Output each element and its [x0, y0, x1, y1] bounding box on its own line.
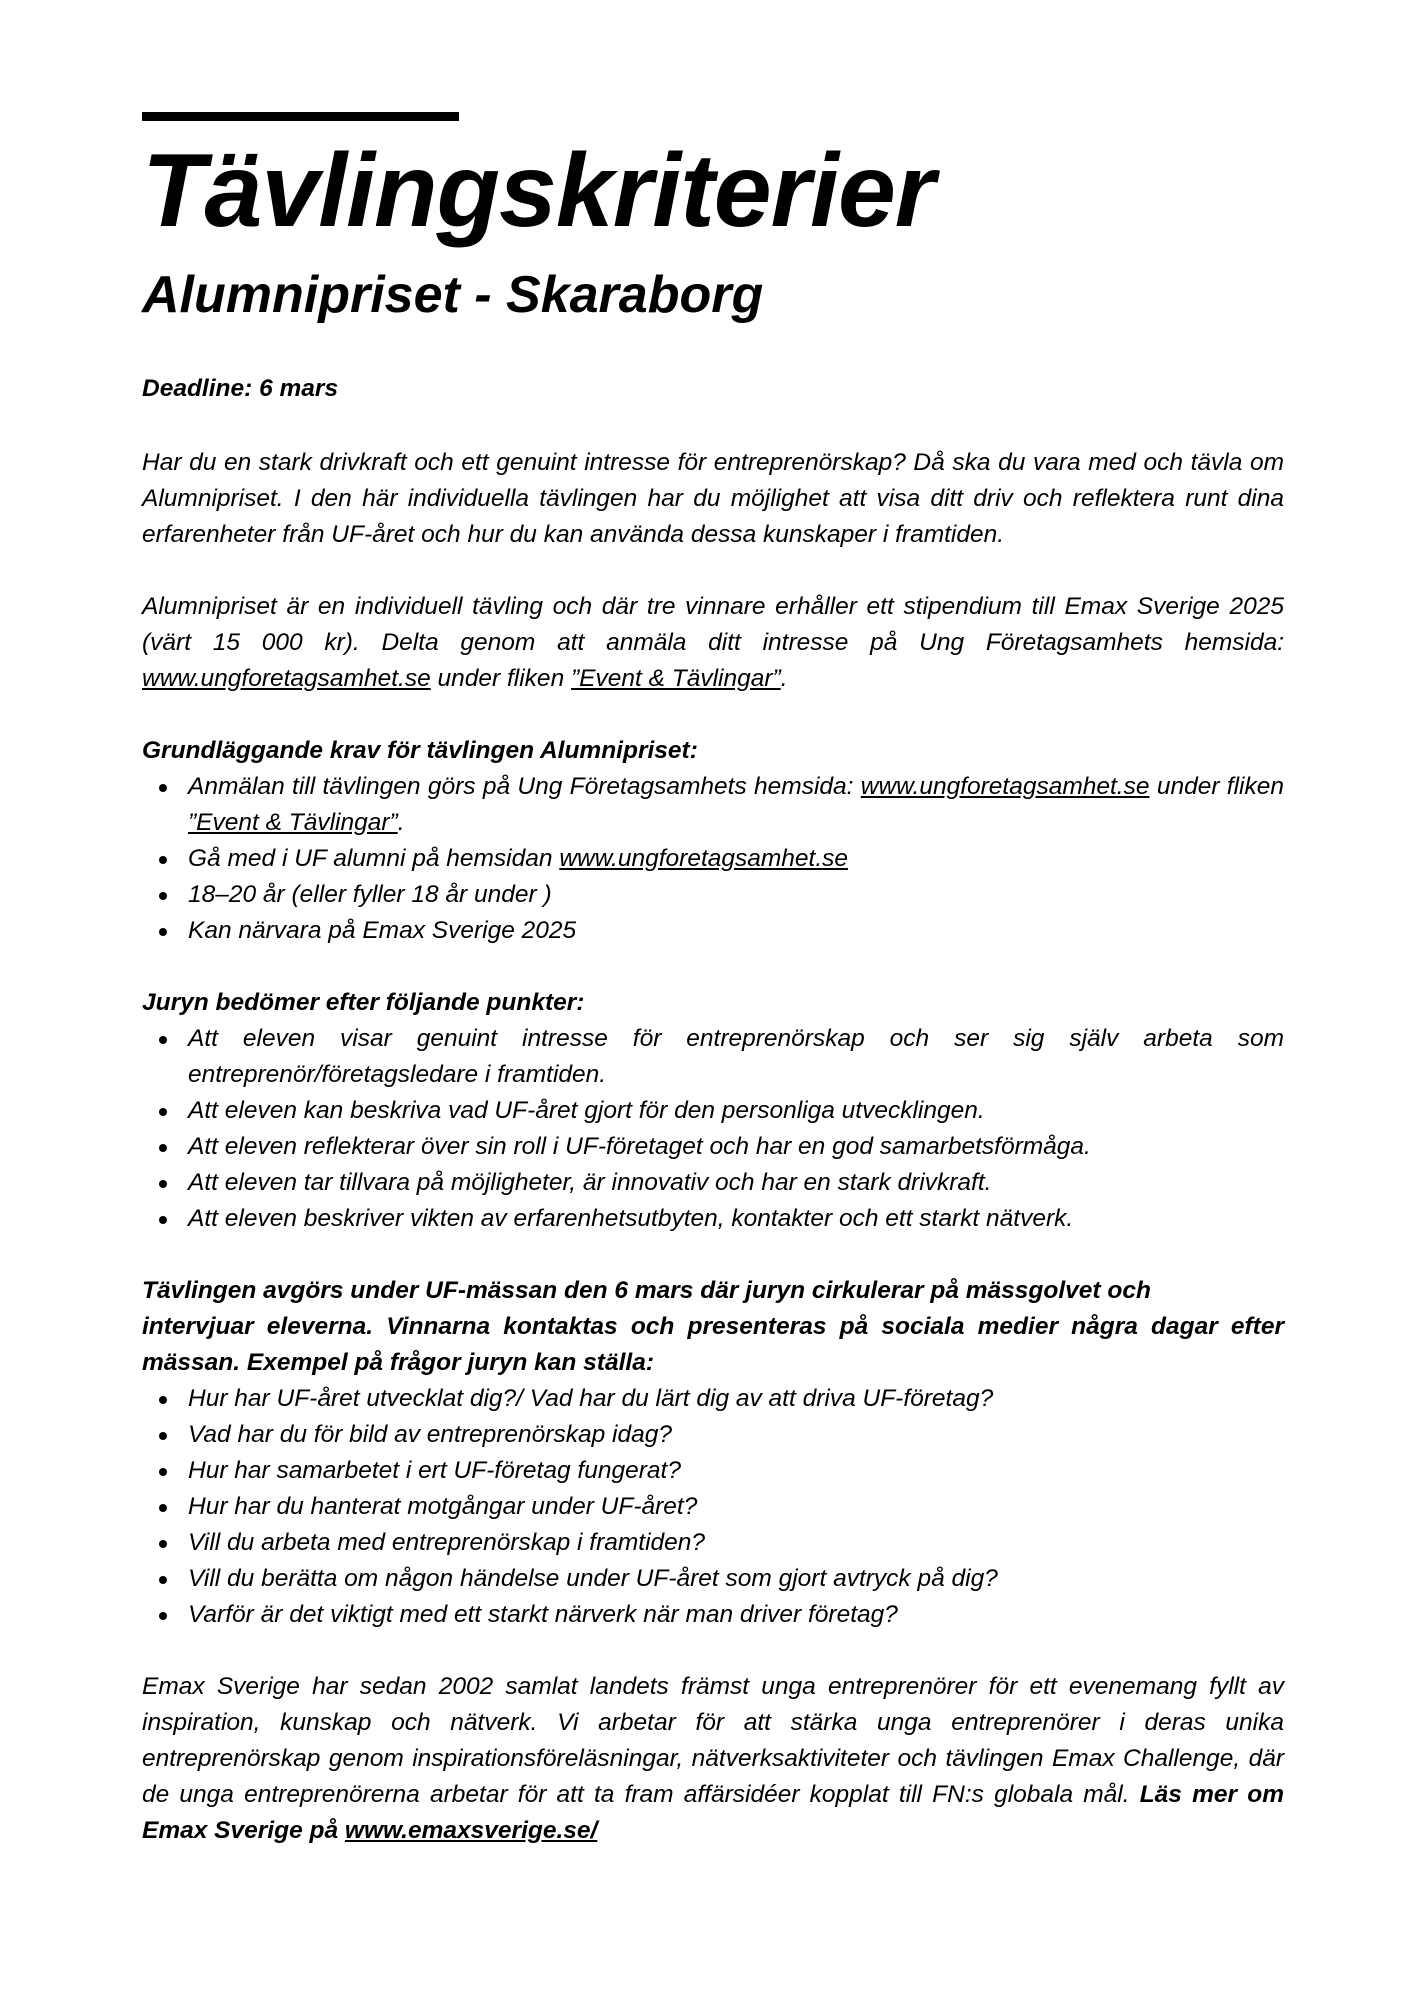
emaxsverige-link[interactable]: www.emaxsverige.se/: [344, 1817, 598, 1844]
questions-list: [142, 1381, 1284, 1633]
document-page: [142, 112, 1284, 1849]
page-title: Tävlingskriterier: [142, 133, 935, 249]
jury-item: Att eleven beskriver vikten av erfarenhetsutbyten, kontakter och ett starkt nätverk.: [188, 1201, 1284, 1237]
question-item: Hur har du hanterat motgångar under UF-året?: [188, 1489, 1284, 1525]
participation-end: .: [780, 665, 788, 692]
jury-item: Att eleven visar genuint intresse för entreprenörskap och ser sig själv arbeta som entreprenör/företagsledare i framtiden.: [188, 1021, 1284, 1093]
jury-item: Att eleven kan beskriva vad UF-året gjort för den personliga utvecklingen.: [188, 1093, 1284, 1129]
requirement-text: Gå med i UF alumni på hemsidan: [188, 845, 560, 872]
participation-text: Alumnipriset är en individuell tävling och där tre vinnare erhåller ett stipendium till Emax Sverige 2025 (värt 15 000 kr). Delta genom att anmäla ditt intresse på Ung Företagsamhets hemsida:: [142, 593, 1284, 656]
title-rule: [142, 112, 459, 121]
requirement-text: under fliken: [1149, 773, 1284, 800]
question-item: Hur har UF-året utvecklat dig?/ Vad har du lärt dig av att driva UF-företag?: [188, 1381, 1284, 1417]
closing-bold-text: Läs mer om Emax Sverige på: [142, 1781, 1284, 1844]
requirement-text: .: [397, 809, 405, 836]
requirements-list: [142, 769, 1284, 949]
requirement-item: 18–20 år (eller fyller 18 år under ): [188, 877, 1284, 913]
event-tab-link[interactable]: ”Event & Tävlingar”: [571, 665, 781, 692]
ungforetagsamhet-link[interactable]: www.ungforetagsamhet.se: [559, 845, 849, 872]
question-item: Vill du berätta om någon händelse under UF-året som gjort avtryck på dig?: [188, 1561, 1284, 1597]
requirement-item: [188, 841, 1284, 877]
event-tab-link[interactable]: ”Event & Tävlingar”: [188, 809, 398, 836]
decision-paragraph: intervjuar eleverna. Vinnarna kontaktas och presenteras på sociala medier några dagar efter mässan. Exempel på frågor juryn kan ställa:: [142, 1313, 1284, 1376]
requirements-heading: Grundläggande krav för tävlingen Alumnipriset:: [142, 737, 698, 764]
participation-mid: under fliken: [430, 665, 571, 692]
ungforetagsamhet-link[interactable]: www.ungforetagsamhet.se: [142, 665, 431, 692]
requirement-item: Kan närvara på Emax Sverige 2025: [188, 913, 1284, 949]
participation-paragraph: [142, 589, 1284, 697]
intro-paragraph: Har du en stark drivkraft och ett genuint intresse för entreprenörskap? Då ska du vara med och tävla om Alumnipriset. I den här individuella tävlingen har du möjlighet att visa ditt driv och reflektera runt dina erfarenheter från UF-året och hur du kan använda dessa kunskaper i framtiden.: [142, 449, 1284, 548]
question-item: Vill du arbeta med entreprenörskap i framtiden?: [188, 1525, 1284, 1561]
closing-paragraph: [142, 1669, 1284, 1849]
jury-heading: Juryn bedömer efter följande punkter:: [142, 989, 585, 1016]
jury-item: Att eleven tar tillvara på möjligheter, är innovativ och har en stark drivkraft.: [188, 1165, 1284, 1201]
requirement-text: Anmälan till tävlingen görs på Ung Företagsamhets hemsida:: [188, 773, 861, 800]
closing-text: Emax Sverige har sedan 2002 samlat landets främst unga entreprenörer för ett evenemang fyllt av inspiration, kunskap och nätverk. Vi arbetar för att stärka unga entreprenörer i deras unika entreprenörskap genom inspirationsföreläsningar, nätverksaktiviteter och tävlingen Emax Challenge, där de unga entreprenörerna arbetar för att ta fram affärsidéer kopplat till FN:s globala mål.: [142, 1673, 1284, 1808]
question-item: Vad har du för bild av entreprenörskap idag?: [188, 1417, 1284, 1453]
decision-line1: Tävlingen avgörs under UF-mässan den 6 mars där juryn cirkulerar på mässgolvet och: [142, 1277, 1151, 1304]
deadline: Deadline: 6 mars: [142, 375, 339, 402]
question-item: Hur har samarbetet i ert UF-företag fungerat?: [188, 1453, 1284, 1489]
ungforetagsamhet-link[interactable]: www.ungforetagsamhet.se: [860, 773, 1150, 800]
question-item: Varför är det viktigt med ett starkt närverk när man driver företag?: [188, 1597, 1284, 1633]
jury-item: Att eleven reflekterar över sin roll i UF-företaget och har en god samarbetsförmåga.: [188, 1129, 1284, 1165]
requirement-item: [188, 769, 1284, 841]
jury-list: [142, 1021, 1284, 1237]
page-subtitle: Alumnipriset - Skaraborg: [142, 266, 764, 324]
